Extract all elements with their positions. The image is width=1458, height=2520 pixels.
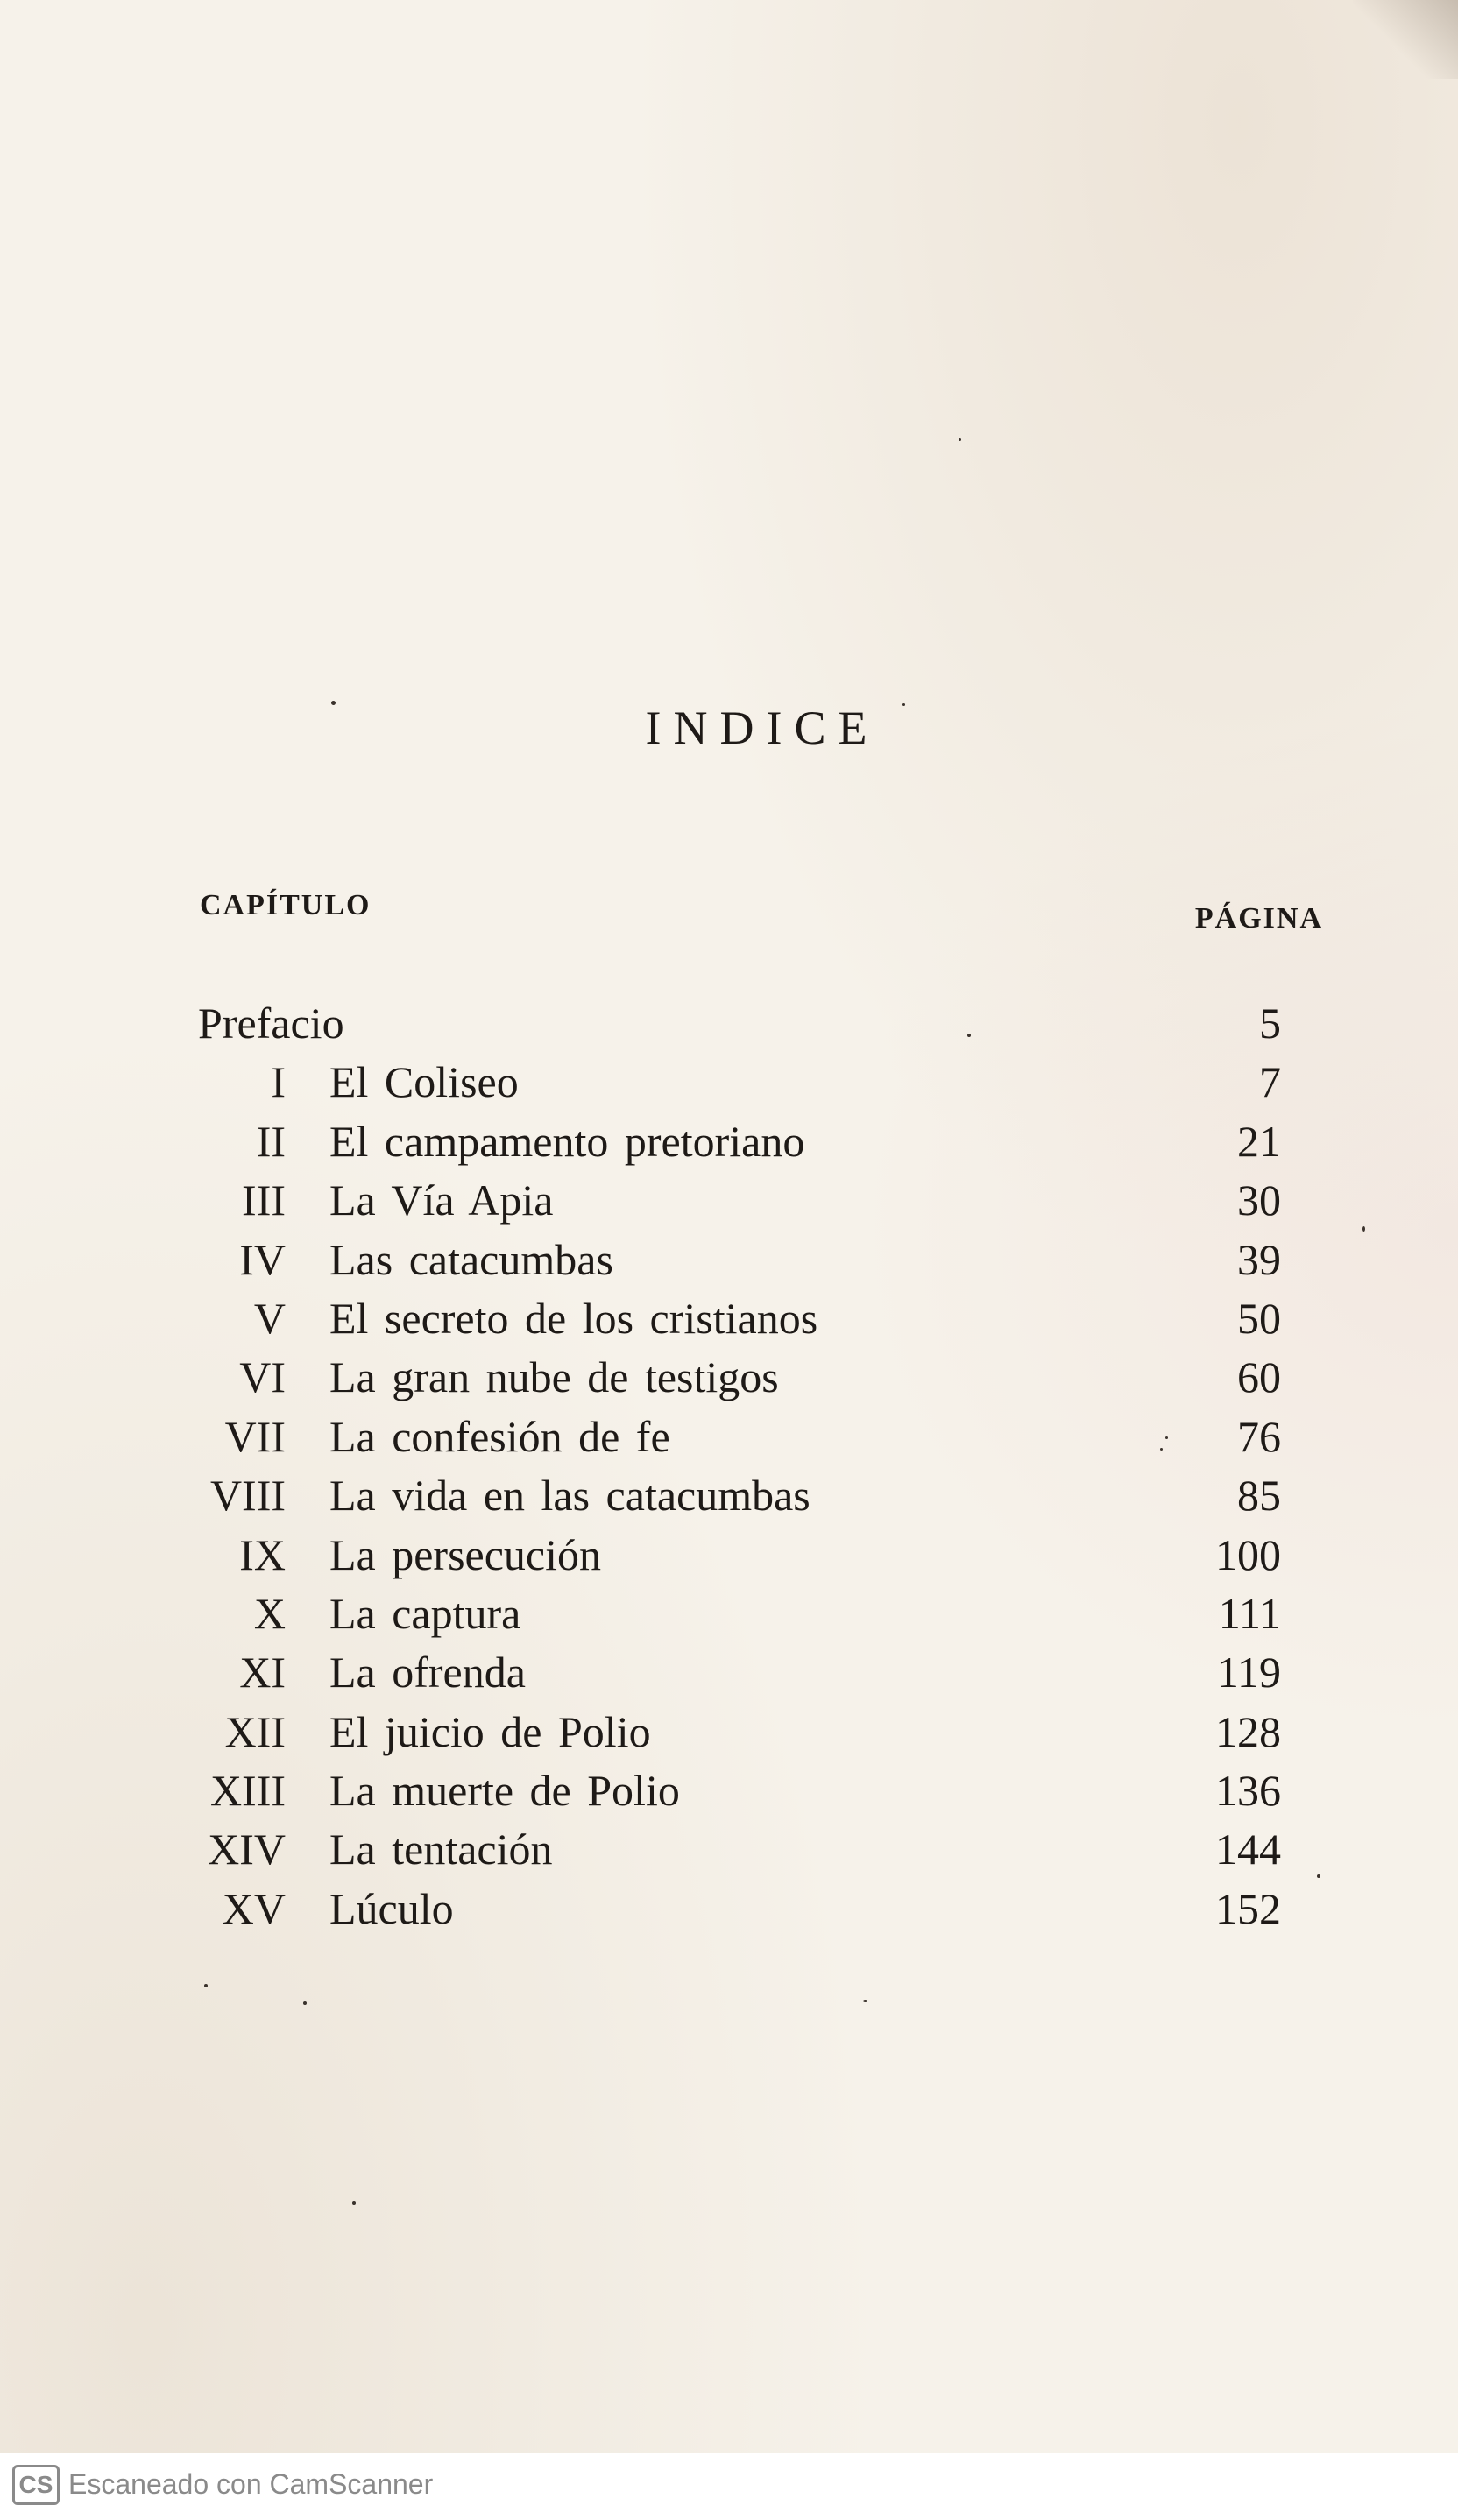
dust-speck xyxy=(863,2000,867,2002)
toc-entry-page: 128 xyxy=(1215,1706,1281,1756)
dust-speck xyxy=(303,2001,307,2005)
toc-entry-title: Prefacio xyxy=(198,999,344,1048)
toc-entry xyxy=(0,1526,1458,1585)
toc-entry-title: El Coliseo xyxy=(329,1057,519,1107)
toc-entry-title: El secreto de los cristianos xyxy=(329,1293,818,1343)
toc-entry-page: 152 xyxy=(1215,1883,1281,1933)
dust-speck xyxy=(1317,1874,1320,1878)
toc-entry xyxy=(0,1643,1458,1702)
toc-entry xyxy=(0,994,1458,1053)
toc-entry-title: La captura xyxy=(329,1588,521,1638)
dust-speck xyxy=(967,1034,971,1037)
toc-entry-number: XV xyxy=(222,1883,286,1933)
toc-entry xyxy=(0,1408,1458,1466)
toc-entry-page: 85 xyxy=(1237,1471,1281,1521)
toc-entry xyxy=(0,1231,1458,1289)
toc-entry xyxy=(0,1880,1458,1938)
dust-speck xyxy=(1160,1448,1163,1451)
dust-speck xyxy=(1165,1436,1168,1439)
dust-speck xyxy=(331,701,336,705)
toc-entry xyxy=(0,1053,1458,1112)
toc-entry-title: El campamento pretoriano xyxy=(329,1116,805,1166)
toc-entry-number: III xyxy=(242,1175,286,1225)
toc-entry-title: La gran nube de testigos xyxy=(329,1352,779,1402)
toc-entry xyxy=(0,1171,1458,1230)
toc-entry-title: La Vía Apia xyxy=(329,1175,554,1225)
toc-entry xyxy=(0,1820,1458,1879)
toc-entry-page: 60 xyxy=(1237,1352,1281,1402)
toc-entry xyxy=(0,1289,1458,1348)
dust-speck xyxy=(1362,1226,1365,1232)
toc-entry-page: 21 xyxy=(1237,1116,1281,1166)
toc-entry-title: La muerte de Polio xyxy=(329,1766,680,1816)
toc-entry-number: XIV xyxy=(208,1825,286,1874)
page-corner-shadow xyxy=(1353,0,1458,79)
toc-entry-page: 39 xyxy=(1237,1234,1281,1284)
toc-entry-page: 111 xyxy=(1218,1588,1281,1638)
toc-entry xyxy=(0,1761,1458,1820)
toc-entry-title: La ofrenda xyxy=(329,1648,526,1698)
page-column-header: PÁGINA xyxy=(1194,902,1323,935)
toc-entry-page: 100 xyxy=(1215,1529,1281,1579)
toc-entry-number: VII xyxy=(224,1411,286,1461)
toc-entry-page: 76 xyxy=(1237,1411,1281,1461)
toc-entry-number: II xyxy=(256,1116,286,1166)
dust-speck xyxy=(204,1984,208,1987)
toc-entry xyxy=(0,1585,1458,1643)
toc-entry-page: 136 xyxy=(1215,1766,1281,1816)
toc-entry-number: VIII xyxy=(209,1471,286,1521)
toc-entry-number: XI xyxy=(239,1648,286,1698)
toc-entry-number: I xyxy=(271,1057,286,1107)
toc-entry-number: V xyxy=(253,1293,286,1343)
chapter-column-header: CAPÍTULO xyxy=(200,889,372,921)
toc-entry xyxy=(0,1112,1458,1171)
toc-entry-title: La persecución xyxy=(329,1529,602,1579)
toc-entry-page: 7 xyxy=(1259,1057,1281,1107)
toc-entry-title: El juicio de Polio xyxy=(329,1706,651,1756)
toc-entry-page: 30 xyxy=(1237,1175,1281,1225)
toc-entry-title: La vida en las catacumbas xyxy=(329,1471,810,1521)
toc-entry xyxy=(0,1703,1458,1761)
camscanner-logo: CS xyxy=(12,2465,60,2505)
toc-entry-number: XIII xyxy=(209,1766,286,1816)
toc-entry-page: 144 xyxy=(1215,1825,1281,1874)
toc-entry-number: X xyxy=(253,1588,286,1638)
toc-entry-number: VI xyxy=(239,1352,286,1402)
toc-entry-page: 5 xyxy=(1259,999,1281,1048)
scanner-watermark xyxy=(0,2453,1458,2520)
toc-entry-number: IV xyxy=(239,1234,286,1284)
dust-speck xyxy=(902,703,905,706)
toc-entry-number: XII xyxy=(224,1706,286,1756)
toc-entry-title: Las catacumbas xyxy=(329,1234,613,1284)
toc-entry-page: 50 xyxy=(1237,1293,1281,1343)
toc-entry-title: La tentación xyxy=(329,1825,553,1874)
toc-entry-page: 119 xyxy=(1216,1648,1281,1698)
table-of-contents xyxy=(0,994,1458,1938)
toc-entry-number: IX xyxy=(239,1529,286,1579)
page-title: INDICE xyxy=(645,702,880,754)
dust-speck xyxy=(352,2201,356,2205)
dust-speck xyxy=(959,438,961,441)
toc-entry-title: Lúculo xyxy=(329,1883,454,1933)
toc-entry xyxy=(0,1466,1458,1525)
toc-entry-title: La confesión de fe xyxy=(329,1411,670,1461)
toc-entry xyxy=(0,1348,1458,1407)
watermark-text: Escaneado con CamScanner xyxy=(68,2468,434,2500)
